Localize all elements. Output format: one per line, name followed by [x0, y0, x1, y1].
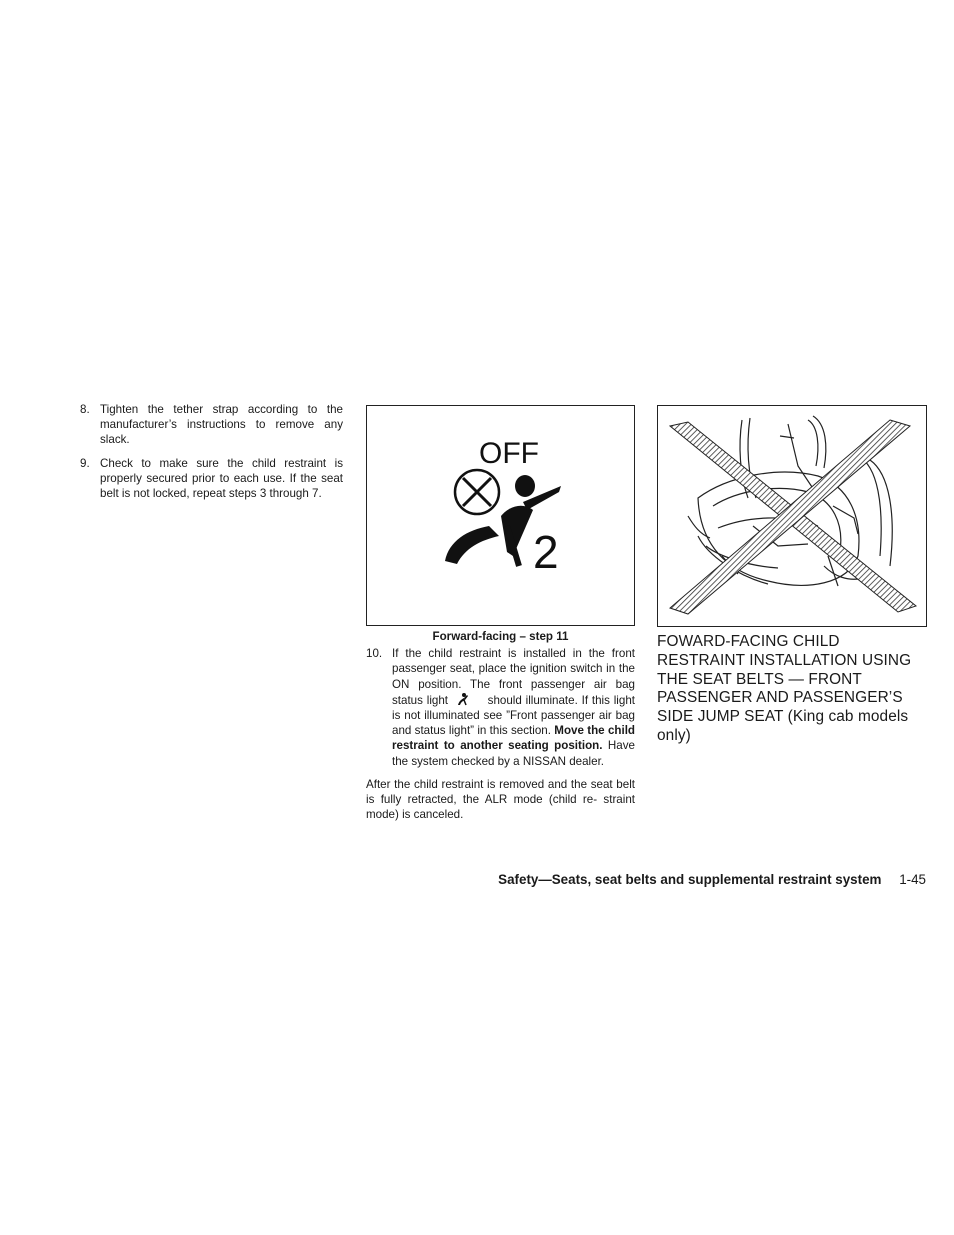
step-number: 8. [80, 403, 90, 416]
crossed-circle-icon [455, 470, 499, 514]
step-number: 10. [366, 647, 383, 661]
crossed-out-child-seat-icon [657, 405, 927, 627]
airbag-passenger-icon [456, 692, 470, 706]
section-heading [657, 633, 927, 746]
alr-canceled-paragraph: After the child restraint is removed and the seat belt is fully retracted, the ALR mode (child re- straint mode) is canceled. [366, 777, 635, 822]
page-footer [498, 872, 926, 887]
middle-column [366, 405, 635, 822]
step-text-end: Have the system checked by a NISSAN dealer. [392, 739, 635, 768]
right-column [657, 405, 927, 746]
step-text: Tighten the tether strap according to the manufacturer’s instructions to remove any slack. [100, 403, 343, 447]
child-seat-illustration [658, 406, 926, 626]
list-item-step-10 [366, 646, 635, 769]
list-item-step-8 [80, 402, 343, 448]
off-label: OFF [479, 437, 539, 470]
figure-caption: Forward-facing – step 11 [432, 630, 569, 643]
airbag-off-figure [366, 405, 635, 626]
seat-number-label: 2 [533, 526, 559, 578]
step-number: 9. [80, 456, 90, 470]
page-number: 1-45 [899, 872, 926, 887]
left-column [80, 402, 343, 509]
footer-section-title: Safety—Seats, seat belts and supplemental restraint system [498, 872, 882, 887]
step-warning-text: Move the child restraint to another seating position. [392, 724, 635, 753]
seat-linework [688, 416, 892, 586]
step-text: If the child restraint is installed in the front passenger seat, place the ignition switch in the ON position. The front passenger air bag status light [392, 647, 635, 707]
heading-suffix: (King cab models only) [657, 708, 909, 744]
step-text: Check to make sure the child restraint is properly secured prior to each use. If the seat belt is not locked, repeat steps 3 through 7. [100, 456, 343, 501]
airbag-off-illustration [367, 406, 634, 625]
list-item-step-9 [80, 456, 343, 502]
heading-text: FOWARD-FACING CHILD RESTRAINT INSTALLATION USING THE SEAT BELTS — FRONT PASSENGER AND PASSENGER’S SIDE JUMP SEAT [657, 633, 912, 726]
step-text-continued: should illuminate. If this light is not illuminated see ”Front passenger air bag and status light” in this section. [392, 693, 635, 738]
